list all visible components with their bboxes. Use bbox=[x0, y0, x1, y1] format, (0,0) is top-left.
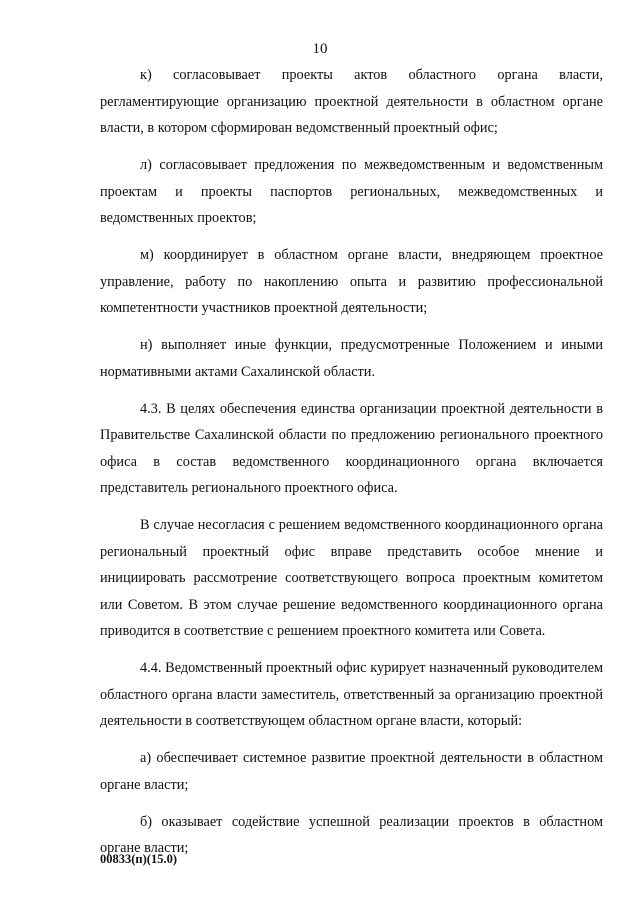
paragraph-a: а) обеспечивает системное развитие проектной деятельности в областном органе власти; bbox=[100, 750, 603, 793]
document-body bbox=[100, 62, 603, 872]
paragraph-4-3: 4.3. В целях обеспечения единства организации проектной деятельности в Правительстве Сахалинской области по предложению регионального проектного офиса в состав ведомственного координационного органа включается представитель регионального проектного офиса. bbox=[100, 400, 603, 496]
document-code: 00833(п)(15.0) bbox=[100, 852, 177, 866]
paragraph-l: л) согласовывает предложения по межведомственным и ведомственным проектам и проекты паспортов региональных, межведомственных и ведомственных проектов; bbox=[100, 157, 603, 226]
paragraph-4-4: 4.4. Ведомственный проектный офис курирует назначенный руководителем областного органа власти заместитель, ответственный за организацию проектной деятельности в соответствующем областном органе власти, который: bbox=[100, 660, 603, 729]
paragraph-k: к) согласовывает проекты актов областного органа власти, регламентирующие организацию проектной деятельности в областном органе власти, в котором сформирован ведомственный проектный офис; bbox=[100, 67, 603, 136]
paragraph-n: н) выполняет иные функции, предусмотренные Положением и иными нормативными актами Сахалинской области. bbox=[100, 337, 603, 380]
paragraph-b: б) оказывает содействие успешной реализации проектов в областном органе власти; bbox=[100, 813, 603, 856]
paragraph-m: м) координирует в областном органе власти, внедряющем проектное управление, работу по накоплению опыта и развитию профессиональной компетентности участников проектной деятельности; bbox=[100, 247, 603, 316]
paragraph-disagreement: В случае несогласия с решением ведомственного координационного органа региональный проектный офис вправе представить особое мнение и инициировать рассмотрение соответствующего вопроса проектным комитетом или Советом. В этом случае решение ведомственного координационного органа приводится в соответствие с решением проектного комитета или Совета. bbox=[100, 517, 603, 639]
page-number: 10 bbox=[312, 41, 328, 57]
